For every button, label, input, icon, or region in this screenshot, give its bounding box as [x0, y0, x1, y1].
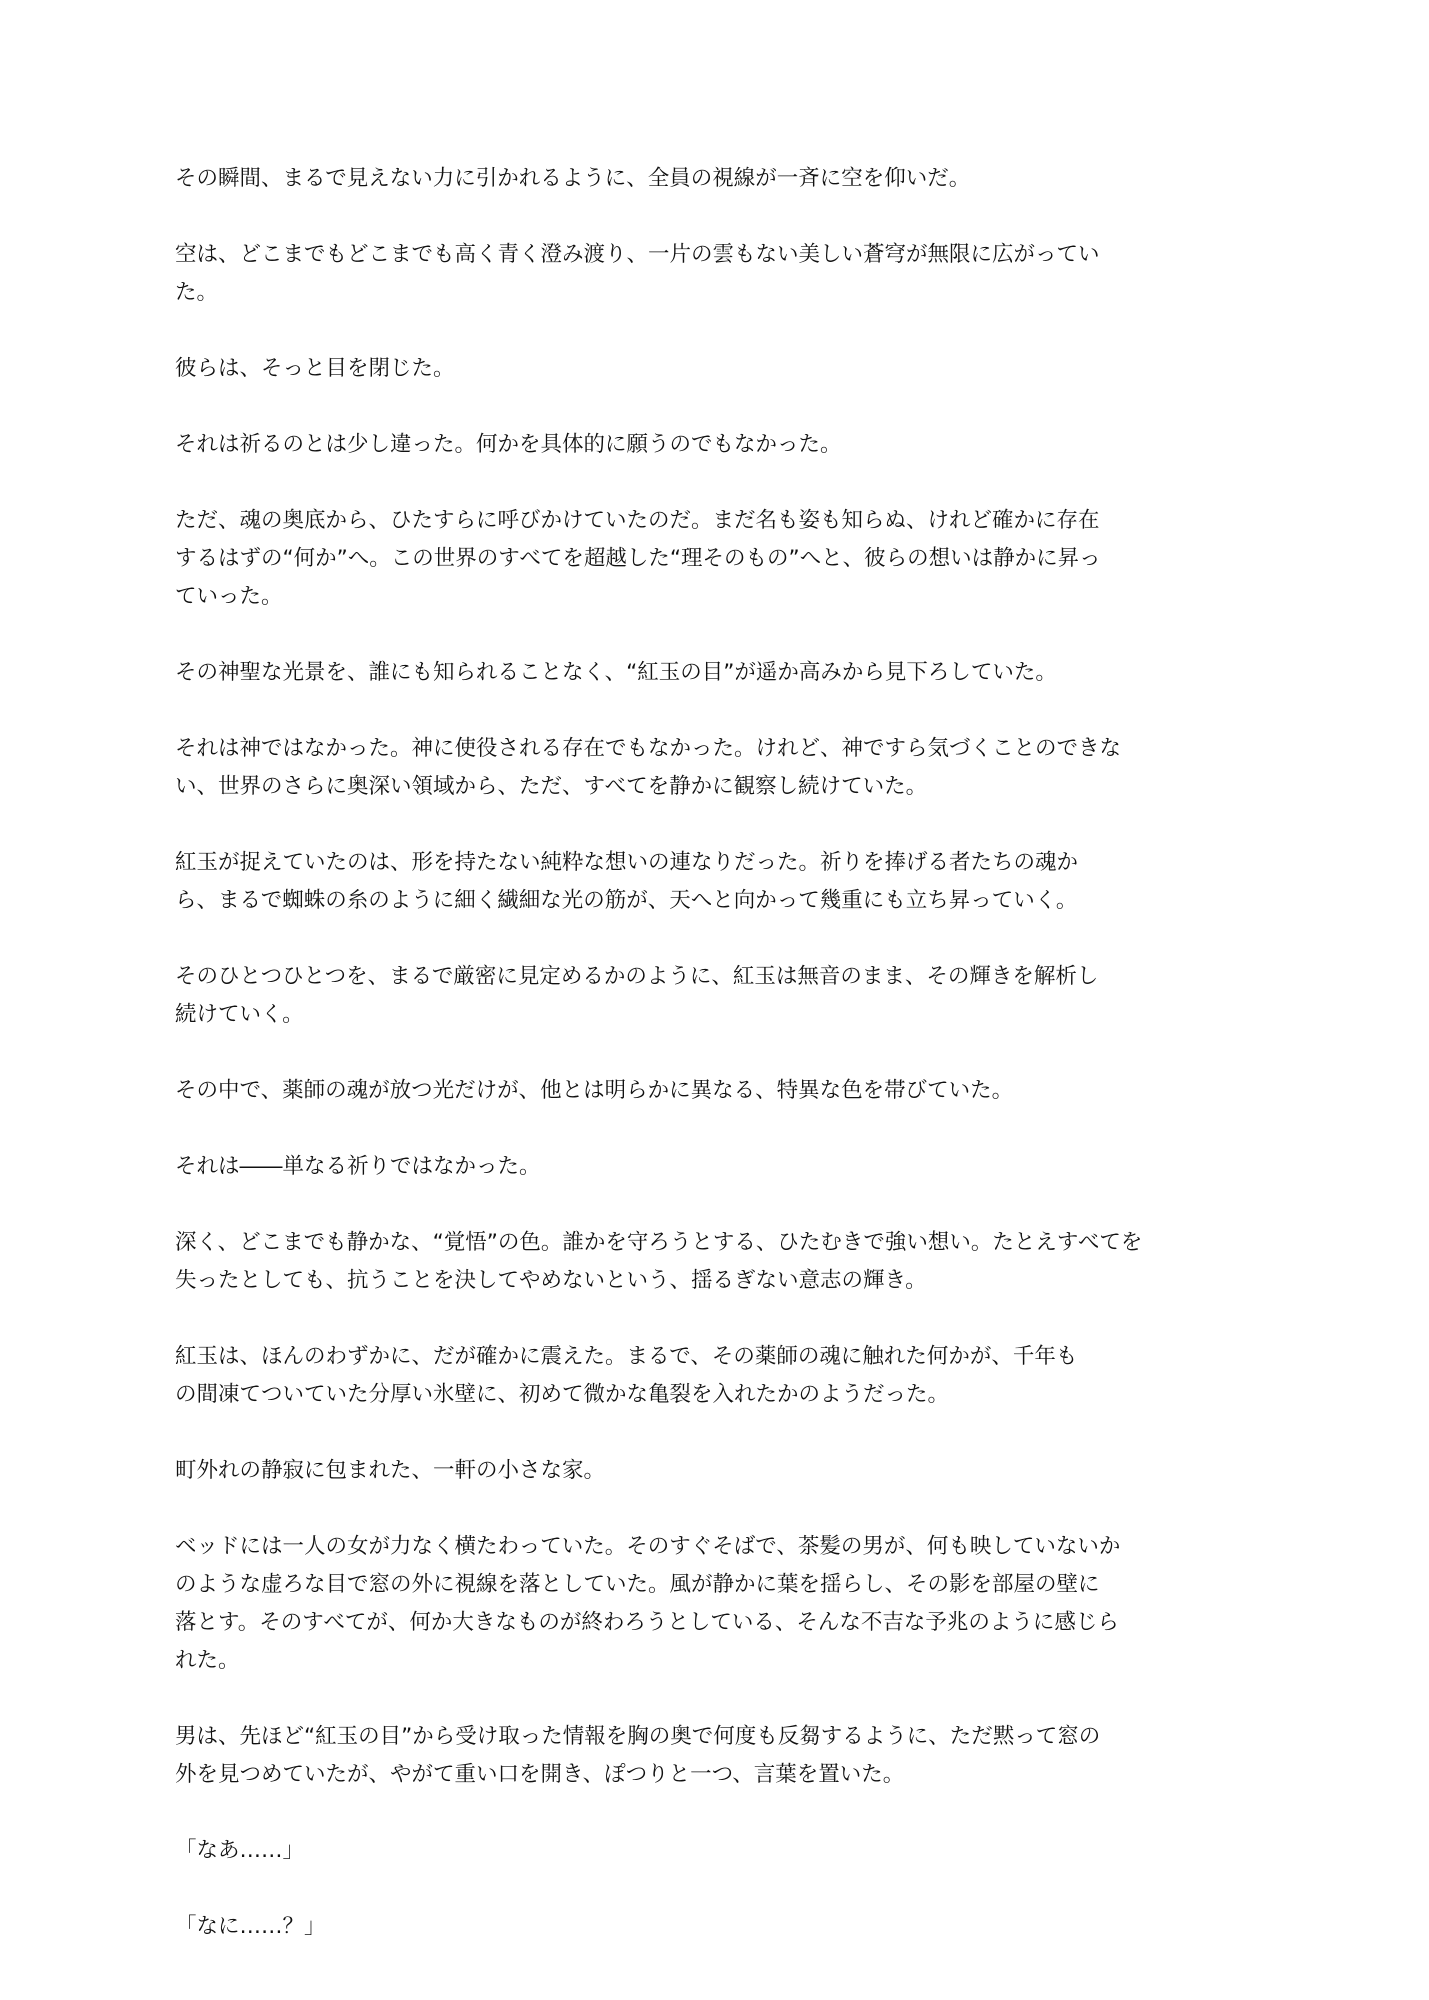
paragraph: 空は、どこまでもどこまでも高く青く澄み渡り、一片の雲もない美しい蒼穹が無限に広がってい た。 — [175, 242, 1100, 305]
paragraph: 紅玉は、ほんのわずかに、だが確かに震えた。まるで、その薬師の魂に触れた何かが、千年も の間凍てついていた分厚い氷壁に、初めて微かな亀裂を入れたかのようだった。 — [175, 1344, 1078, 1407]
paragraph: 男は、先ほど“紅玉の目”から受け取った情報を胸の奥で何度も反芻するように、ただ黙って窓の 外を見つめていたが、やがて重い口を開き、ぽつりと一つ、言葉を置いた。 — [175, 1724, 1101, 1787]
paragraph: 紅玉が捉えていたのは、形を持たない純粋な想いの連なりだった。祈りを捧げる者たちの魂か ら、まるで蜘蛛の糸のように細く繊細な光の筋が、天へと向かって幾重にも立ち昇っていく。 — [175, 850, 1079, 913]
paragraph: 深く、どこまでも静かな、“覚悟”の色。誰かを守ろうとする、ひたむきで強い想い。たとえすべてを 失ったとしても、抗うことを決してやめないという、揺るぎない意志の輝き。 — [175, 1230, 1143, 1293]
paragraph: それは――単なる祈りではなかった。 — [175, 1154, 541, 1179]
paragraph: 彼らは、そっと目を閉じた。 — [175, 356, 455, 381]
paragraph: そのひとつひとつを、まるで厳密に見定めるかのように、紅玉は無音のまま、その輝きを解析し 続けていく。 — [175, 964, 1099, 1027]
paragraph: その神聖な光景を、誰にも知られることなく、“紅玉の目”が遥か高みから見下ろしていた。 — [175, 660, 1057, 685]
paragraph: その瞬間、まるで見えない力に引かれるように、全員の視線が一斉に空を仰いだ。 — [175, 166, 971, 191]
paragraph: それは神ではなかった。神に使役される存在でもなかった。けれど、神ですら気づくことのできな い、世界のさらに奥深い領域から、ただ、すべてを静かに観察し続けていた。 — [175, 736, 1122, 799]
paragraph: それは祈るのとは少し違った。何かを具体的に願うのでもなかった。 — [175, 432, 842, 457]
paragraph: 「なあ……」 — [175, 1838, 305, 1863]
paragraph: その中で、薬師の魂が放つ光だけが、他とは明らかに異なる、特異な色を帯びていた。 — [175, 1078, 1014, 1103]
paragraph: 「なに……？」 — [175, 1914, 326, 1939]
paragraph: ただ、魂の奥底から、ひたすらに呼びかけていたのだ。まだ名も姿も知らぬ、けれど確かに存在 するはずの“何か”へ。この世界のすべてを超越した“理そのもの”へと、彼らの想いは静かに昇っ ていった。 — [175, 508, 1101, 609]
paragraph: 町外れの静寂に包まれた、一軒の小さな家。 — [175, 1458, 606, 1483]
paragraph: ベッドには一人の女が力なく横たわっていた。そのすぐそばで、茶髪の男が、何も映していないか のような虚ろな目で窓の外に視線を落としていた。風が静かに葉を揺らし、その影を部屋の壁に 落とす。そのすべてが、何か大きなものが終わろうとしている、そんな不吉な予兆のように感じら れた。 — [175, 1534, 1121, 1673]
document-page — [175, 160, 1255, 1984]
